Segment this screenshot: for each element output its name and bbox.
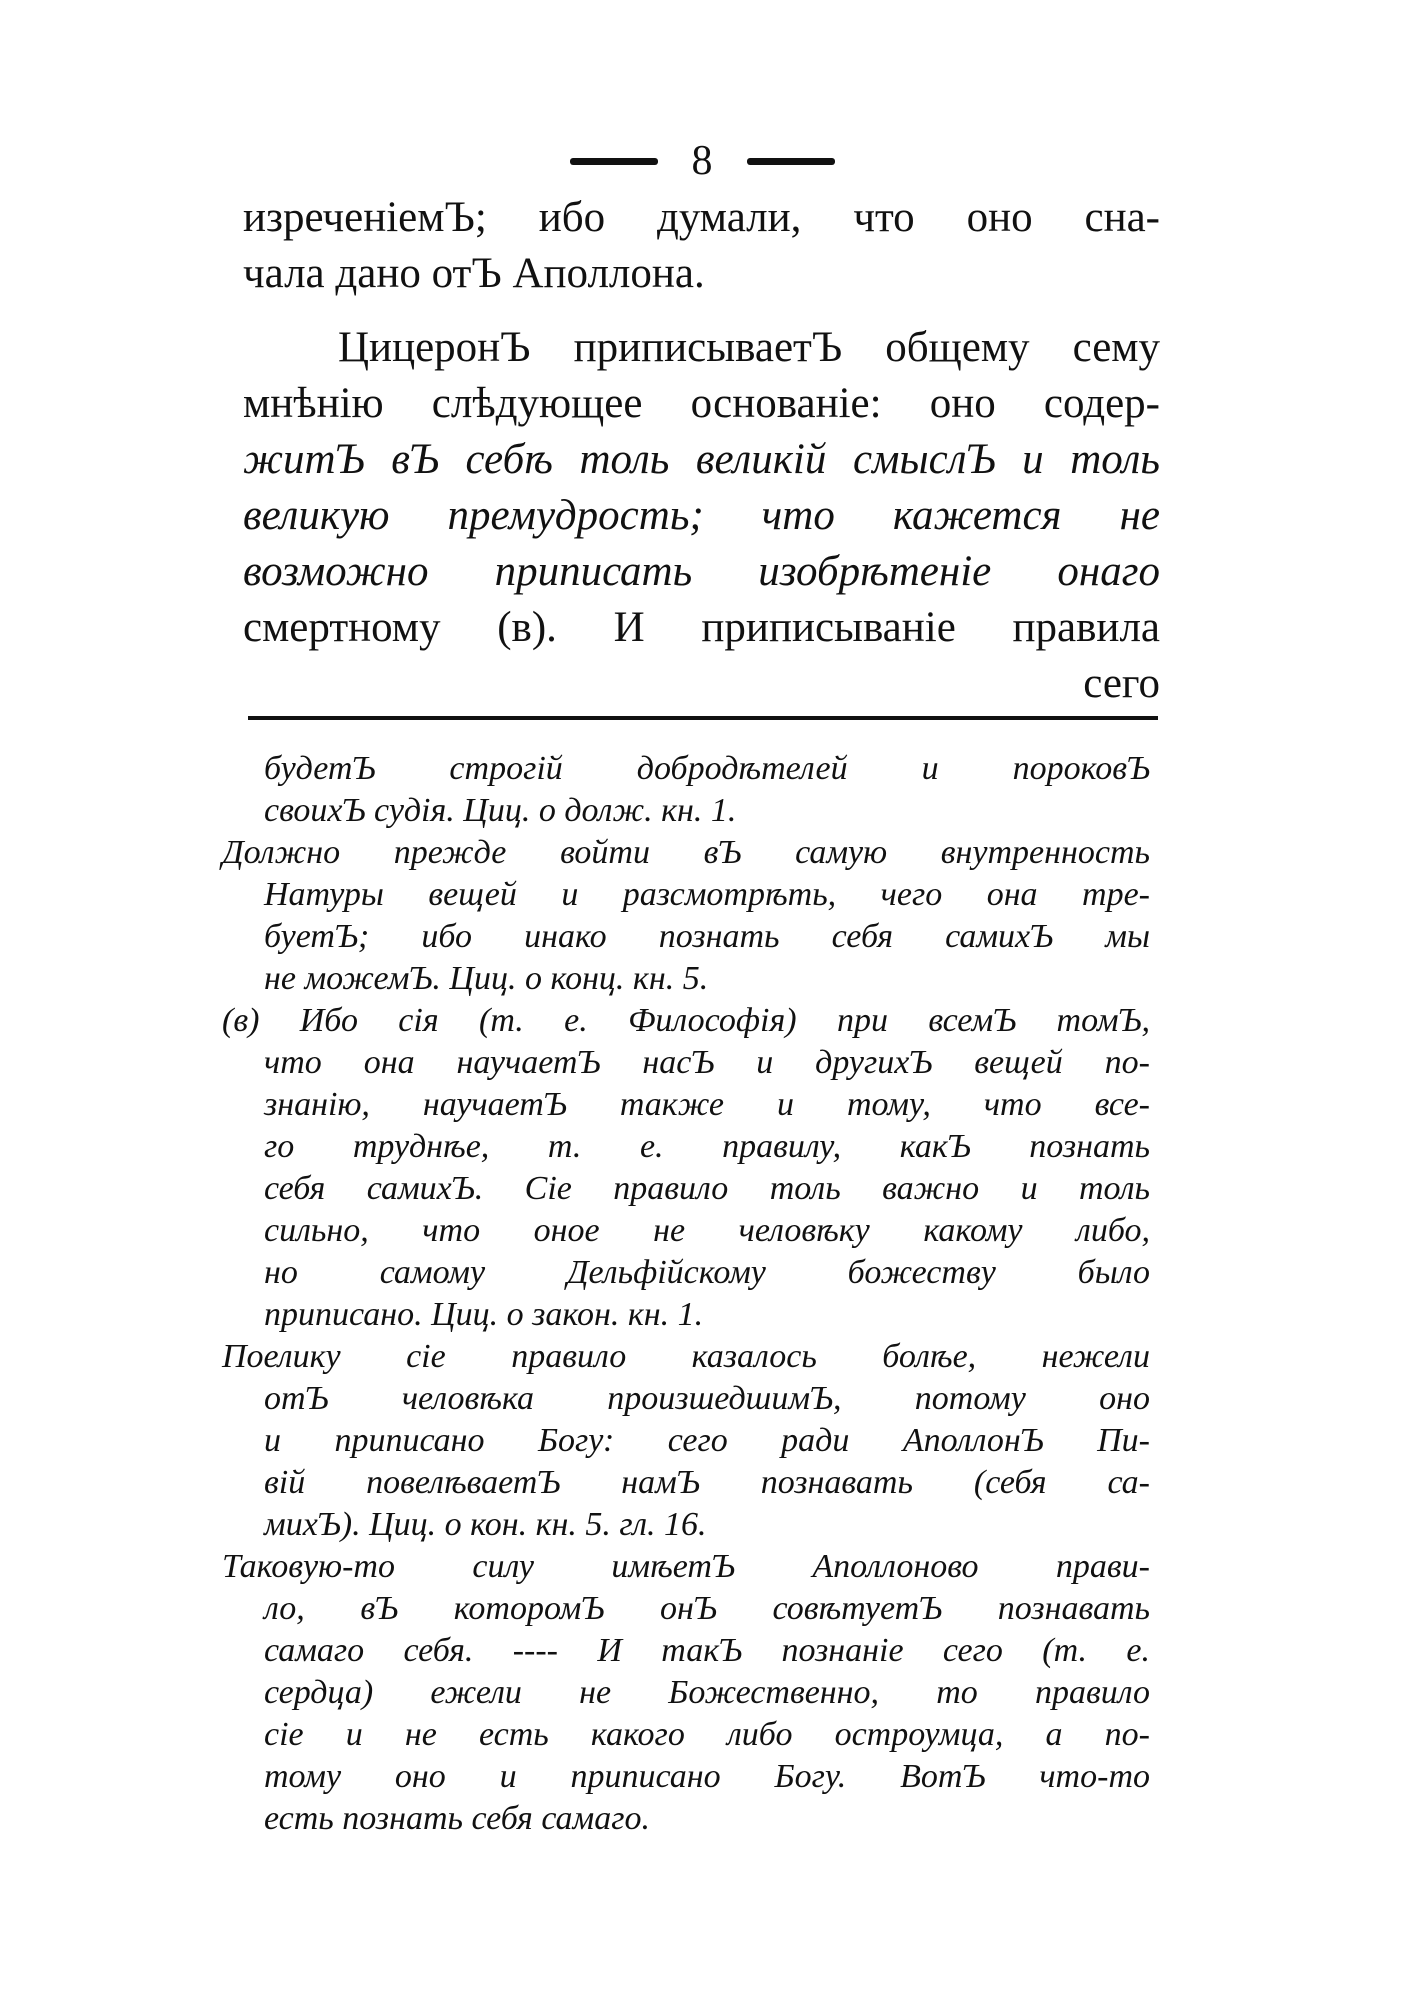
footnote-separator [248, 716, 1158, 720]
footnote-line: сердца) ежели не Божественно, то правило [264, 1674, 1150, 1711]
main-line: изреченіемЪ; ибо думали, что оно сна- [243, 194, 1160, 241]
footnote-line: сіе и не есть какого либо остроумца, а по- [264, 1716, 1150, 1753]
footnote-line: го труднѣе, т. е. правилу, какЪ познать [264, 1128, 1150, 1165]
main-line: великую премудрость; что кажется не [243, 492, 1160, 539]
footnote-block [222, 832, 1150, 1000]
footnote-line: Должно прежде войти вЪ самую внутренность [222, 834, 1150, 871]
header-dash-left [570, 158, 658, 165]
footnote-line: тому оно и приписано Богу. ВотЪ что-то [264, 1758, 1150, 1795]
footnote-line: приписано. Циц. о закон. кн. 1. [264, 1296, 704, 1333]
main-line: чала дано отЪ Аполлона. [243, 250, 705, 297]
footnote-line: вій повелѣваетЪ намЪ познавать (себя са- [264, 1464, 1150, 1501]
footnote-line: сильно, что оное не человѣку какому либо, [264, 1212, 1150, 1249]
main-line: ЦицеронЪ приписываетЪ общему сему [338, 324, 1160, 371]
footnote-block [222, 1546, 1150, 1840]
footnote-block [222, 1000, 1150, 1336]
footnote-block [222, 748, 1150, 832]
footnote-line: себя самихЪ. Сіе правило толь важно и толь [264, 1170, 1150, 1207]
main-line: мнѣнію слѣдующее основаніе: оно содер- [243, 380, 1160, 427]
footnote-line: отЪ человѣка произшедшимЪ, потому оно [264, 1380, 1150, 1417]
main-line: возможно приписать изобрѣтеніе онаго [243, 548, 1160, 595]
page-header [0, 140, 1404, 182]
footnote-line: знанію, научаетЪ также и тому, что все- [264, 1086, 1150, 1123]
catchword: сего [1083, 660, 1160, 707]
header-dash-right [747, 158, 835, 165]
main-line: житЪ вЪ себѣ толь великій смыслЪ и толь [243, 436, 1160, 483]
main-text [243, 190, 1160, 712]
footnote-line: Поелику сіе правило казалось болѣе, нежели [222, 1338, 1150, 1375]
footnote-line: ло, вЪ которомЪ онЪ совѣтуетЪ познавать [264, 1590, 1150, 1627]
footnote-line: (в) Ибо сія (т. е. Философія) при всемЪ томЪ, [222, 1002, 1150, 1039]
main-line: смертному (в). И приписываніе правила [243, 604, 1160, 651]
footnote-line: буетЪ; ибо инако познать себя самихЪ мы [264, 918, 1150, 955]
footnote-line: будетЪ строгій добродѣтелей и пороковЪ [264, 750, 1150, 787]
footnote-block [222, 1336, 1150, 1546]
footnote-line: но самому Дельфійскому божеству было [264, 1254, 1150, 1291]
footnote-line: Таковую-то силу имѣетЪ Аполлоново прави- [222, 1548, 1150, 1585]
footnote-line: Натуры вещей и разсмотрѣть, чего она тре- [264, 876, 1150, 913]
footnotes [222, 748, 1150, 1840]
page-number: 8 [691, 138, 713, 184]
footnote-line: самаго себя. ---- И такЪ познаніе сего (т. е. [264, 1632, 1150, 1669]
footnote-line: что она научаетЪ насЪ и другихЪ вещей по- [264, 1044, 1150, 1081]
footnote-line: своихЪ судія. Циц. о долж. кн. 1. [264, 792, 737, 829]
footnote-line: и приписано Богу: сего ради АполлонЪ Пи- [264, 1422, 1150, 1459]
footnote-line: есть познать себя самаго. [264, 1800, 650, 1837]
footnote-line: михЪ). Циц. о кон. кн. 5. гл. 16. [264, 1506, 707, 1543]
footnote-line: не можемЪ. Циц. о конц. кн. 5. [264, 960, 709, 997]
